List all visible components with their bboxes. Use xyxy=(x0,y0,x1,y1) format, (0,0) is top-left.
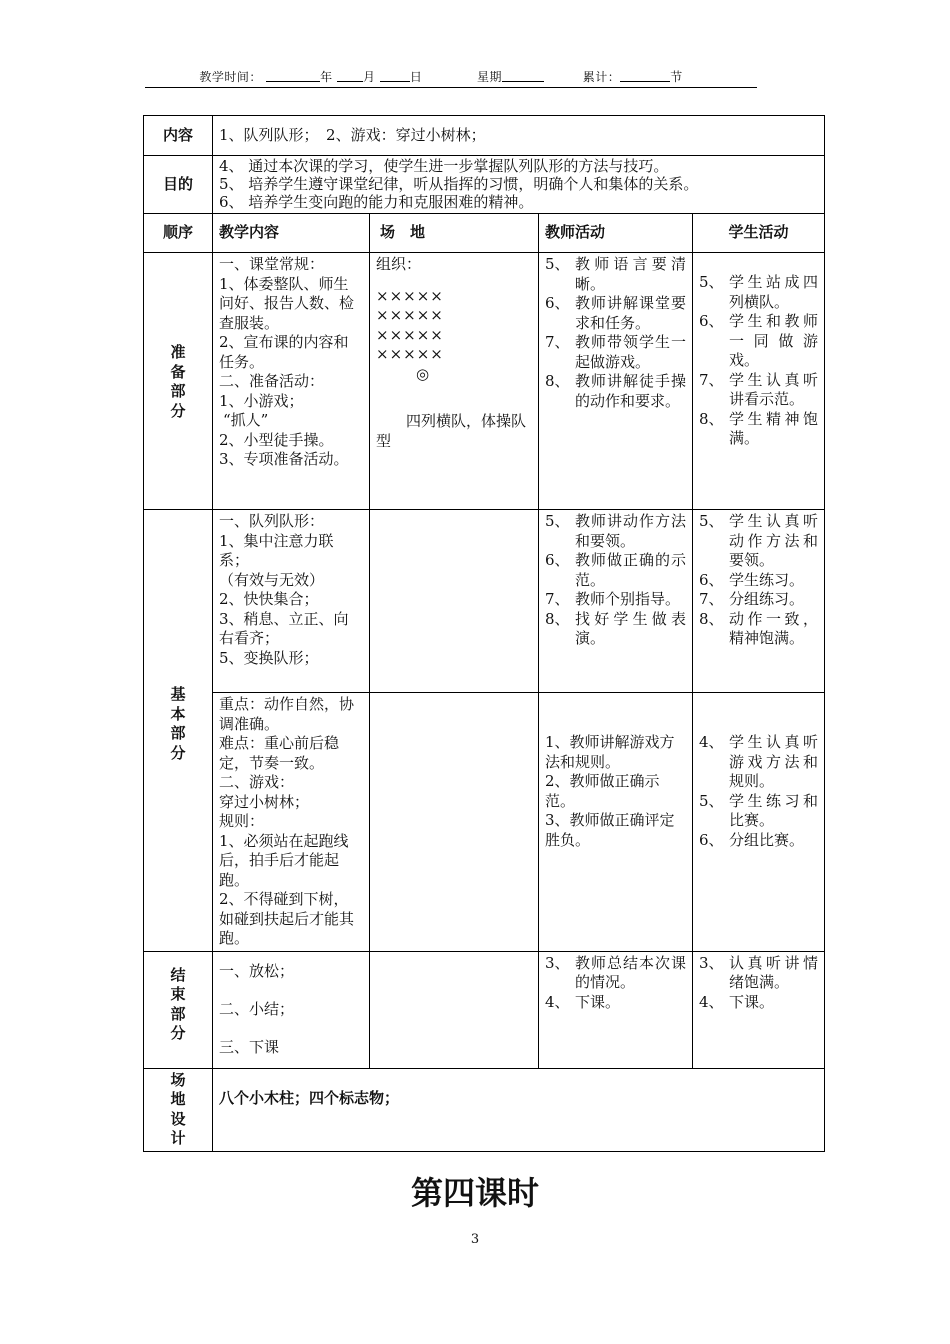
purpose-label: 目的 xyxy=(144,156,213,214)
spacer xyxy=(376,275,532,287)
order-header: 顺序 xyxy=(144,214,213,253)
day-label: 日 xyxy=(409,70,423,84)
prep-label xyxy=(144,253,213,510)
item-number: 6、 xyxy=(699,570,724,589)
teacher-line: 1、教师讲解游戏方法和规则。 xyxy=(545,733,675,771)
label-char: 部 xyxy=(170,382,186,400)
period-label: 节 xyxy=(670,70,683,84)
label-char: 基 xyxy=(170,685,186,703)
item-text: 认真听讲情绪饱满。 xyxy=(729,953,819,991)
end-teacher-activity xyxy=(539,951,693,1068)
teacher-line: 2、教师做正确示范。 xyxy=(545,772,660,810)
prep-row xyxy=(144,253,825,510)
item-text: 教师总结本次课的情况。 xyxy=(575,953,686,991)
item-number: 6、 xyxy=(699,312,724,330)
basic-content-b xyxy=(213,693,370,952)
activity-item xyxy=(699,954,818,993)
label-char: 场 xyxy=(170,1070,186,1089)
page-header xyxy=(145,68,757,88)
item-text: 学生认真听动作方法和要领。 xyxy=(729,512,819,569)
purpose-text xyxy=(213,156,825,214)
content-line: 1、必须站在起跑线后，拍手后才能起跑。 xyxy=(219,831,349,889)
day-blank[interactable] xyxy=(380,69,410,82)
basic-venue-a xyxy=(370,510,539,693)
item-number: 5、 xyxy=(545,512,570,530)
item-text: 分组练习。 xyxy=(729,590,805,608)
prep-student-activity xyxy=(693,253,825,510)
total-blank[interactable] xyxy=(620,69,670,82)
label-char: 准 xyxy=(170,343,186,361)
item-text: 学生认真听游戏方法和规则。 xyxy=(729,733,819,790)
item-text: 学生练习和比赛。 xyxy=(729,791,819,829)
item-number: 4、 xyxy=(545,992,570,1011)
content-label: 内容 xyxy=(144,116,213,156)
item-number: 8、 xyxy=(545,609,570,628)
content-line: 1、小游戏； xyxy=(219,391,304,410)
prep-venue xyxy=(370,253,539,510)
lesson-plan-table xyxy=(143,115,825,1152)
item-number: 7、 xyxy=(545,590,570,608)
basic-content-a xyxy=(213,510,370,693)
content-line: 穿过小树林； xyxy=(219,792,310,811)
formation-row: ××××× xyxy=(376,325,444,344)
weekday-label: 星期 xyxy=(477,70,503,84)
prep-teacher-activity xyxy=(539,253,693,510)
item-number: 8、 xyxy=(699,409,724,428)
item-number: 5、 xyxy=(545,255,570,273)
basic-row-a xyxy=(144,510,825,693)
item-text: 下课。 xyxy=(575,992,621,1011)
formation-note: 四列横队，体操队型 xyxy=(376,412,527,450)
item-number: 5、 xyxy=(699,512,724,530)
item-text: 动作一致，精神饱满。 xyxy=(729,609,819,647)
purpose-row xyxy=(144,156,825,214)
label-char: 部 xyxy=(170,724,186,742)
activity-item xyxy=(699,610,818,649)
item-number: 3、 xyxy=(545,953,570,972)
activity-item xyxy=(699,410,818,449)
activity-item xyxy=(699,312,818,371)
label-char: 结 xyxy=(170,965,186,984)
item-text: 学生和教师一同做游戏。 xyxy=(729,312,819,369)
basic-label xyxy=(144,510,213,952)
end-row xyxy=(144,951,825,1068)
item-text: 教师讲解课堂要求和任务。 xyxy=(575,294,686,332)
activity-item xyxy=(699,371,818,410)
venue-org-label: 组织： xyxy=(376,255,422,273)
content-line: “抓人” xyxy=(223,411,269,429)
item-text: 找好学生做表演。 xyxy=(575,609,686,647)
activity-item xyxy=(545,294,686,333)
end-venue xyxy=(370,951,539,1068)
month-label: 月 xyxy=(363,70,376,84)
item-number: 6、 xyxy=(545,551,570,569)
label-char: 束 xyxy=(170,985,186,1003)
activity-item xyxy=(545,590,686,610)
item-text: 学生站成四列横队。 xyxy=(729,273,819,311)
venue-header: 场 地 xyxy=(370,214,539,253)
activity-item xyxy=(699,590,818,610)
item-number: 7、 xyxy=(545,333,570,351)
label-char: 设 xyxy=(170,1109,186,1128)
purpose-line: 4、 通过本次课的学习，使学生进一步掌握队列队形的方法与技巧。 xyxy=(219,157,669,175)
teacher-activity-header: 教师活动 xyxy=(539,214,693,253)
end-student-activity xyxy=(693,951,825,1068)
content-text: 1、队列队形； 2、游戏：穿过小树林； xyxy=(213,116,825,156)
teaching-time-label: 教学时间： xyxy=(199,70,262,84)
basic-venue-b xyxy=(370,693,539,952)
item-text: 教师带领学生一起做游戏。 xyxy=(575,333,686,371)
content-line: 3、稍息、立正、向右看齐； xyxy=(219,609,349,647)
label-char: 分 xyxy=(170,1024,186,1042)
content-row xyxy=(144,116,825,156)
content-line: 2、小型徒手操。 xyxy=(219,430,334,449)
content-line: 三、下课 xyxy=(219,1037,280,1056)
content-line: 1、集中注意力联系； xyxy=(219,531,334,569)
label-char: 分 xyxy=(170,401,186,420)
label-char: 部 xyxy=(170,1004,186,1023)
label-char: 本 xyxy=(170,704,186,723)
item-number: 4、 xyxy=(699,992,724,1011)
basic-student-activity-a xyxy=(693,510,825,693)
content-line: 3、专项准备活动。 xyxy=(219,450,349,468)
year-blank[interactable] xyxy=(266,69,320,82)
item-text: 分组比赛。 xyxy=(729,830,805,849)
formation-row: ××××× xyxy=(376,306,444,324)
student-activity-header: 学生活动 xyxy=(693,214,825,253)
item-text: 教师语言要清晰。 xyxy=(575,255,686,293)
activity-item xyxy=(545,333,686,372)
item-number: 5、 xyxy=(699,791,724,810)
item-text: 教师个别指导。 xyxy=(575,590,681,608)
end-content xyxy=(213,951,370,1068)
item-text: 教师讲解徒手操的动作和要求。 xyxy=(575,372,686,410)
item-number: 6、 xyxy=(699,830,724,849)
purpose-line: 6、 培养学生变向跑的能力和克服困难的精神。 xyxy=(219,193,534,211)
label-char: 备 xyxy=(170,362,186,381)
purpose-line: 5、 培养学生遵守课堂纪律，听从指挥的习惯，明确个人和集体的关系。 xyxy=(219,175,699,193)
item-number: 5、 xyxy=(699,273,724,291)
activity-item xyxy=(545,512,686,551)
teacher-position-mark: ◎ xyxy=(416,364,430,383)
item-number: 8、 xyxy=(545,372,570,390)
content-line: （有效与无效） xyxy=(219,570,325,589)
activity-item xyxy=(545,610,686,649)
basic-teacher-activity-a xyxy=(539,510,693,693)
item-number: 6、 xyxy=(545,294,570,312)
item-number: 3、 xyxy=(699,953,724,972)
content-line: 二、小结； xyxy=(219,999,295,1018)
content-line: 一、课堂常规： xyxy=(219,255,325,273)
activity-item xyxy=(545,372,686,411)
column-header-row xyxy=(144,214,825,253)
content-line: 二、准备活动： xyxy=(219,372,325,390)
year-label: 年 xyxy=(320,70,333,84)
page-number: 3 xyxy=(470,1232,480,1247)
activity-item xyxy=(545,993,686,1013)
teaching-content-header: 教学内容 xyxy=(213,214,370,253)
basic-row-b xyxy=(144,693,825,952)
activity-item xyxy=(699,273,818,312)
design-label xyxy=(144,1068,213,1151)
design-text: 八个小木柱；四个标志物； xyxy=(213,1068,825,1151)
item-text: 下课。 xyxy=(729,992,775,1011)
content-line: 二、游戏： xyxy=(219,773,295,791)
activity-item xyxy=(699,993,818,1013)
content-line: 重点：动作自然，协调准确。 xyxy=(219,695,355,733)
item-text: 学生精神饱满。 xyxy=(729,409,819,447)
activity-item xyxy=(545,954,686,993)
prep-content xyxy=(213,253,370,510)
activity-item xyxy=(545,551,686,590)
end-label xyxy=(144,951,213,1068)
content-line: 规则： xyxy=(219,812,265,830)
item-number: 4、 xyxy=(699,733,724,751)
next-lesson-title: 第四课时 xyxy=(410,1174,539,1212)
activity-item xyxy=(545,255,686,294)
item-number: 7、 xyxy=(699,370,724,389)
content-line: 难点：重心前后稳定，节奏一致。 xyxy=(219,734,340,772)
spacer xyxy=(376,384,532,412)
design-row xyxy=(144,1068,825,1151)
content-line: 2、快快集合； xyxy=(219,590,319,608)
content-line: 2、宣布课的内容和任务。 xyxy=(219,333,349,371)
content-line: 2、不得碰到下树，如碰到扶起后才能其跑。 xyxy=(219,890,355,947)
weekday-blank[interactable] xyxy=(502,69,544,82)
teacher-line: 3、教师做正确评定胜负。 xyxy=(545,811,675,849)
month-blank[interactable] xyxy=(337,69,363,82)
activity-item xyxy=(699,792,818,831)
activity-item xyxy=(699,733,818,792)
label-char: 地 xyxy=(170,1090,186,1108)
activity-item xyxy=(699,571,818,591)
activity-item xyxy=(699,512,818,571)
item-number: 8、 xyxy=(699,609,724,628)
activity-item xyxy=(699,831,818,851)
content-line: 一、放松； xyxy=(219,961,295,980)
basic-student-activity-b xyxy=(693,693,825,952)
content-line: 1、体委整队、师生问好、报告人数、检查服装。 xyxy=(219,274,355,332)
total-label: 累计： xyxy=(582,70,621,84)
item-number: 7、 xyxy=(699,590,724,608)
formation-row: ××××× xyxy=(376,286,444,305)
content-line: 5、变换队形； xyxy=(219,648,319,667)
formation-row: ××××× xyxy=(376,345,444,363)
content-line: 一、队列队形： xyxy=(219,512,325,530)
item-text: 教师做正确的示范。 xyxy=(575,551,686,589)
basic-teacher-activity-b xyxy=(539,693,693,952)
label-char: 分 xyxy=(170,743,186,762)
item-text: 学生练习。 xyxy=(729,570,805,589)
item-text: 教师讲动作方法和要领。 xyxy=(575,512,686,550)
item-text: 学生认真听讲看示范。 xyxy=(729,370,819,408)
label-char: 计 xyxy=(170,1129,186,1147)
